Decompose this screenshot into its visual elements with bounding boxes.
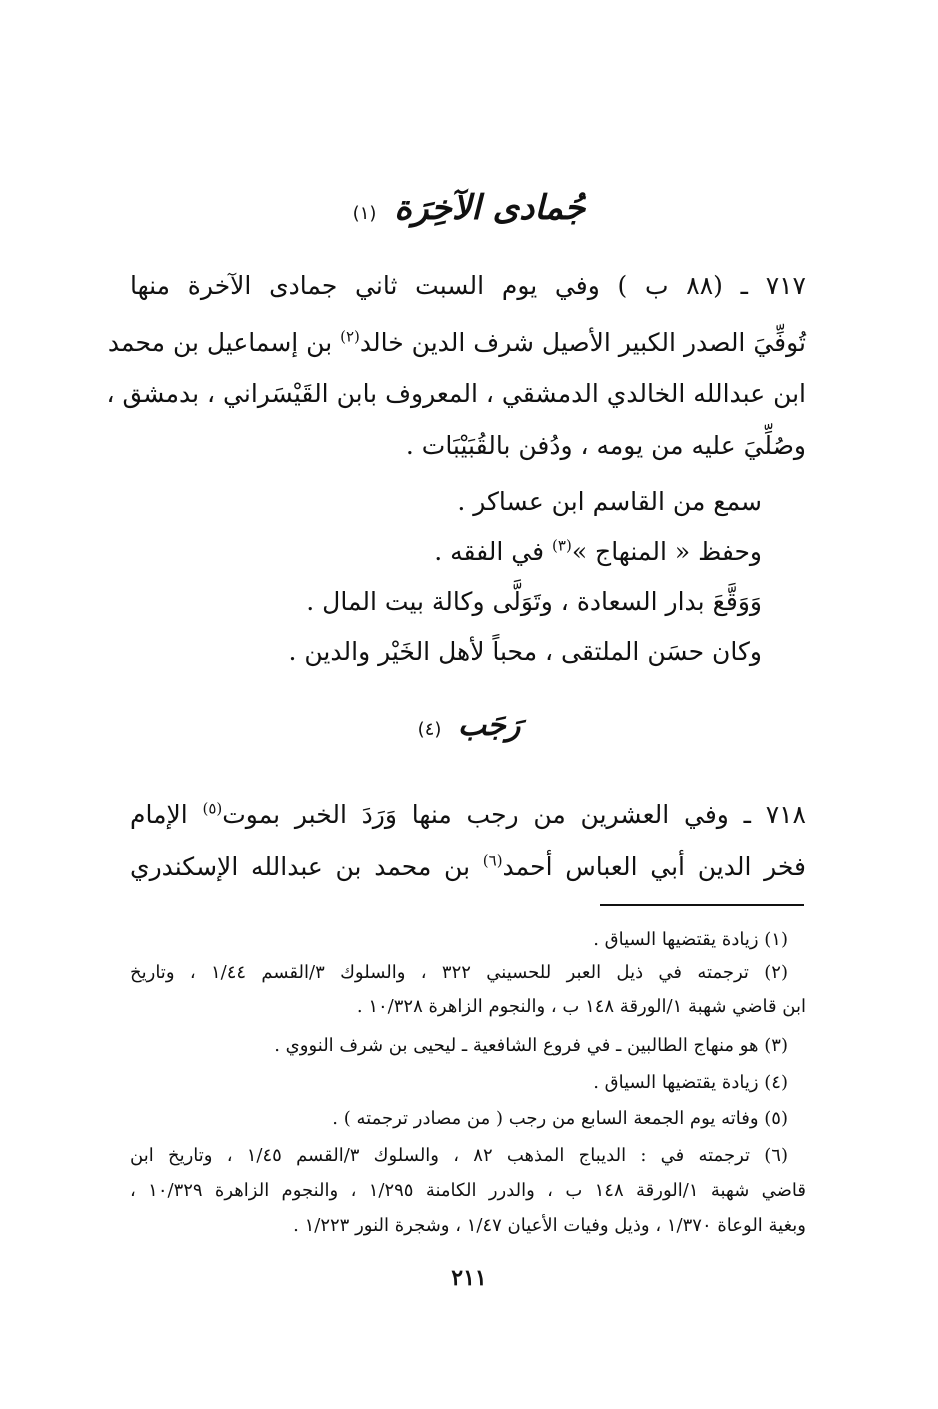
entry-718-line-2-tail: بن محمد بن عبدالله الإسكندري — [130, 852, 471, 881]
footnote-6-line-3: وبغية الوعاة ١/٣٧٠ ، وذيل وفيات الأعيان ١/٤٧ ، وشجرة النور ١/٢٢٣ . — [293, 1215, 806, 1236]
footnote-ref-6: (٦) — [482, 851, 503, 870]
footnote-6-line-2: قاضي شهبة ١/الورقة ١٤٨ ب ، والدرر الكامنة ١/٢٩٥ ، والنجوم الزاهرة ١٠/٣٢٩ ، — [130, 1180, 807, 1201]
entry-717-line-2-tail: بن إسماعيل بن محمد — [107, 328, 333, 357]
detail-2-head: وحفظ « المنهاج » — [571, 537, 762, 566]
entry-717-line-2 — [107, 325, 806, 365]
entry-717-line-3: ابن عبدالله الخالدي الدمشقي ، المعروف بابن القَيْسَراني ، بدمشق ، — [106, 379, 806, 408]
footnote-2-line-1: (٢) ترجمته في ذيل العبر للحسيني ٣٢٢ ، والسلوك ٣/القسم ١/٤٤ ، وتاريخ — [130, 962, 788, 983]
footnote-2-line-2: ابن قاضي شهبة ١/الورقة ١٤٨ ب ، والنجوم الزاهرة ١٠/٣٢٨ . — [356, 996, 806, 1017]
footnote-1: (١) زيادة يقتضيها السياق . — [593, 929, 788, 950]
footnote-6-line-1: (٦) ترجمته في : الديباج المذهب ٨٢ ، والسلوك ٣/القسم ١/٤٥ ، وتاريخ ابن — [130, 1145, 788, 1166]
entry-718-line-1-tail: الإمام — [130, 800, 188, 829]
entry-718-line-2 — [130, 849, 806, 889]
entry-717-detail-2 — [130, 534, 762, 574]
entry-718-line-2-head: فخر الدين أبي العباس أحمد — [502, 852, 806, 881]
entry-717-detail-3: وَوَقَّعَ بدار السعادة ، وتَوَلَّى وكالة بيت المال . — [306, 587, 762, 616]
entry-717-line-4: وصُلِّيَ عليه من يومه ، ودُفن بالقُبَيْبَات . — [405, 431, 806, 460]
footnote-ref-2: (٢) — [340, 327, 360, 346]
page-number: ٢١١ — [451, 1265, 487, 1291]
section-heading-jumada — [130, 188, 808, 228]
entry-717-line-1: ٧١٧ ـ (٨٨ ب ) وفي يوم السبت ثاني جمادى الآخرة منها — [130, 271, 806, 300]
detail-2-tail: في الفقه . — [434, 537, 545, 566]
footnote-ref-5: (٥) — [202, 799, 223, 818]
heading-title: جُمادى الآخِرَة — [394, 188, 586, 228]
entry-718-line-1 — [130, 797, 806, 837]
entry-717-line-2-head: تُوفِّيَ الصدر الكبير الأصيل شرف الدين خالد — [359, 328, 806, 357]
footnote-5: (٥) وفاته يوم الجمعة السابع من رجب ( من مصادر ترجمته ) . — [332, 1108, 788, 1129]
heading-title: رَجَب — [457, 708, 521, 743]
entry-718-line-1-head: ٧١٨ ـ وفي العشرين من رجب منها وَرَدَ الخبر بموت — [222, 800, 806, 829]
footnote-3: (٣) هو منهاج الطالبين ـ في فروع الشافعية ـ ليحيى بن شرف النووي . — [274, 1035, 788, 1056]
section-heading-rajab — [130, 708, 808, 743]
footnote-4: (٤) زيادة يقتضيها السياق . — [593, 1072, 788, 1093]
heading-footnote-ref: (١) — [352, 203, 377, 224]
footnote-ref-3: (٣) — [552, 536, 572, 555]
entry-717-detail-1: سمع من القاسم ابن عساكر . — [457, 487, 762, 516]
footnote-separator — [600, 904, 804, 906]
entry-717-detail-4: وكان حسَن الملتقى ، محباً لأهل الخَيْر والدين . — [288, 637, 762, 666]
heading-footnote-ref: (٤) — [417, 719, 442, 740]
